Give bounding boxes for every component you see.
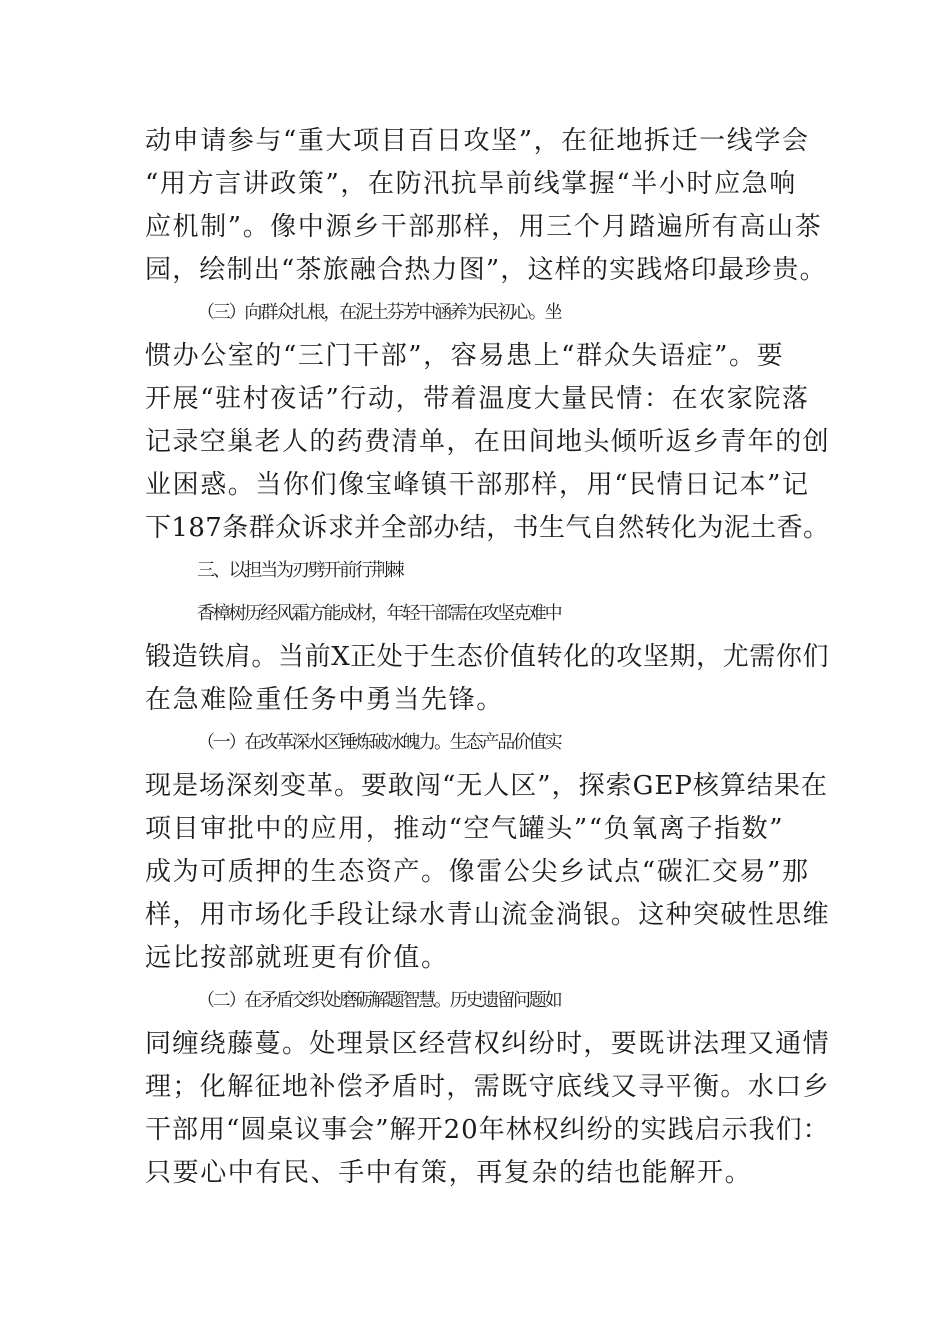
text-line: 现是场深刻变革。要敢闯“无人区”，探索GEP核算结果在 <box>145 771 828 801</box>
text-line: 项目审批中的应用，推动“空气罐头”“负氧离子指数” <box>145 814 785 844</box>
text-line: 锻造铁肩。当前X正处于生态价值转化的攻坚期，尤需你们 <box>145 642 830 672</box>
text-line: 同缠绕藤蔓。处理景区经营权纠纷时，要既讲法理又通情 <box>145 1029 831 1059</box>
text-line: （三）向群众扎根，在泥土芬芳中涵养为民初心。坐 <box>197 302 561 323</box>
text-line: 惯办公室的“三门干部”，容易患上“群众失语症”。要 <box>145 341 785 371</box>
text-line: 只要心中有民、手中有策，再复杂的结也能解开。 <box>145 1158 753 1188</box>
section-heading: 三、以担当为刃劈开前行荆棘 <box>197 560 403 581</box>
text-line: 理；化解征地补偿矛盾时，需既守底线又寻平衡。水口乡 <box>145 1072 831 1102</box>
text-line: 香樟树历经风霜方能成材，年轻干部需在攻坚克难中 <box>197 603 561 624</box>
text-line: （一）在改革深水区锤炼破冰魄力。生态产品价值实 <box>197 732 561 753</box>
text-line: 样，用市场化手段让绿水青山流金淌银。这种突破性思维 <box>145 900 831 930</box>
text-line: 成为可质押的生态资产。像雷公尖乡试点“碳汇交易”那 <box>145 857 810 887</box>
text-line: 下187条群众诉求并全部办结，书生气自然转化为泥土香。 <box>145 513 830 543</box>
text-line: 园，绘制出“茶旅融合热力图”，这样的实践烙印最珍贵。 <box>145 255 827 285</box>
text-line: “用方言讲政策”，在防汛抗旱前线掌握“半小时应急响 <box>145 169 797 199</box>
text-line: 开展“驻村夜话”行动，带着温度大量民情：在农家院落 <box>145 384 810 414</box>
text-line: 应机制”。像中源乡干部那样，用三个月踏遍所有高山茶 <box>145 212 823 242</box>
text-line: 记录空巢老人的药费清单，在田间地头倾听返乡青年的创 <box>145 427 831 457</box>
text-line: （二）在矛盾交织处磨砺解题智慧。历史遗留问题如 <box>197 990 561 1011</box>
text-line: 干部用“圆桌议事会”解开20年林权纠纷的实践启示我们： <box>145 1115 830 1145</box>
text-line: 在急难险重任务中勇当先锋。 <box>145 685 504 715</box>
text-line: 动申请参与“重大项目百日攻坚”，在征地拆迁一线学会 <box>145 126 810 156</box>
text-line: 业困惑。当你们像宝峰镇干部那样，用“民情日记本”记 <box>145 470 810 500</box>
text-line: 远比按部就班更有价值。 <box>145 943 449 973</box>
